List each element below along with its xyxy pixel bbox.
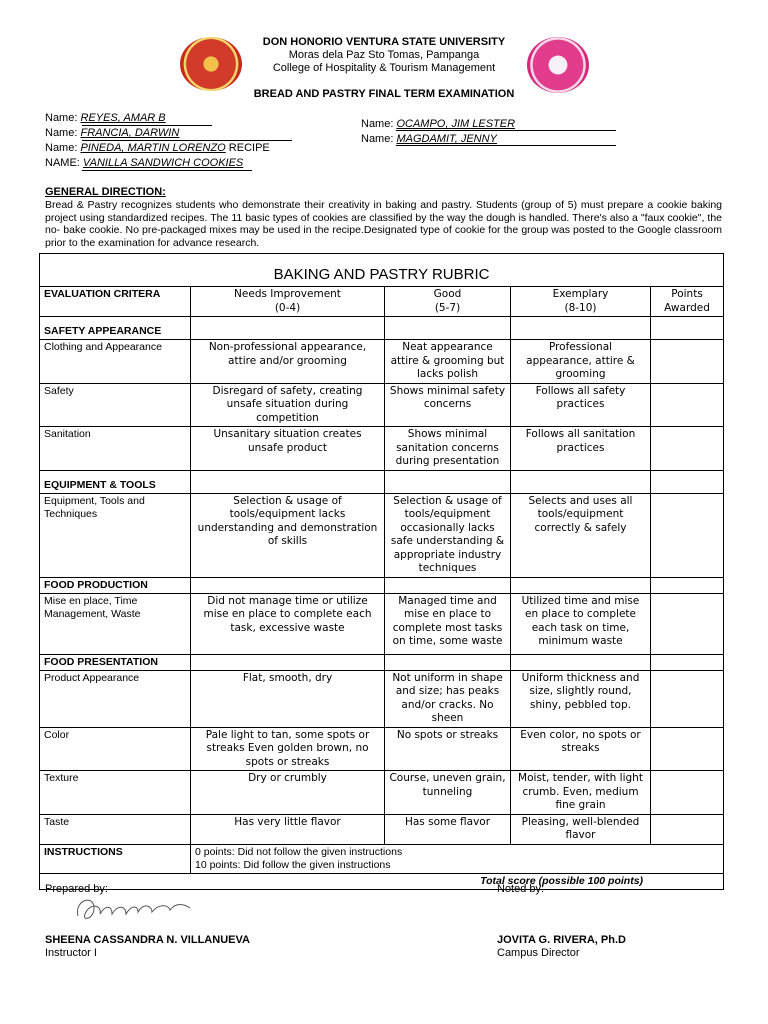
prepared-by-title: Instructor I (45, 947, 97, 959)
needs-header: Needs Improvement (0-4) (191, 287, 385, 317)
exemplary-cell: Utilized time and mise en place to complete each task on time, minimum waste (511, 593, 651, 654)
exemplary-cell: Even color, no spots or streaks (511, 727, 651, 771)
table-row (40, 771, 724, 815)
university-address: Moras dela Paz Sto Tomas, Pampanga (288, 49, 480, 61)
rubric-title: BAKING AND PASTRY RUBRIC (40, 254, 724, 287)
name-label: Name: (45, 127, 78, 139)
needs-cell: Has very little flavor (191, 814, 385, 844)
good-cell: Course, uneven grain, tunneling (385, 771, 511, 815)
points-cell (651, 814, 724, 844)
row-label: Product Appearance (40, 670, 191, 727)
rubric-header-row (40, 287, 724, 317)
name-label: Name: (45, 112, 78, 124)
table-row (40, 593, 724, 654)
direction-text: Bread & Pastry recognizes students who demonstrate their creativity in baking and pastry. Students (group of 5) must prepare a cookie baking project using standardized recipes. The 11 basic types of cookies are classified by the way the dough is handled. There's also a "faux cookie", the no- bake cookie. No pre-packaged mixes may be used in the recipe.Designated type of cookie for the group was posted to the Google classroom prior to the examination for advance research. (45, 199, 722, 249)
handwritten-signature (72, 890, 194, 926)
section-production: FOOD PRODUCTION (40, 577, 191, 593)
points-cell (651, 670, 724, 727)
name-underline (396, 130, 616, 131)
instructions-label: INSTRUCTIONS (40, 844, 191, 873)
section-safety: SAFETY APPEARANCE (40, 317, 191, 340)
rubric-table (39, 253, 724, 890)
row-label: Equipment, Tools and Techniques (40, 493, 191, 577)
name-label: Name: (361, 133, 394, 145)
table-row (40, 493, 724, 577)
needs-cell: Selection & usage of tools/equipment lacks understanding and demonstration of skills (191, 493, 385, 577)
student-name-4: OCAMPO, JIM LESTER (396, 118, 516, 130)
exemplary-cell: Selects and uses all tools/equipment correctly & safely (511, 493, 651, 577)
row-label: Mise en place, Time Management, Waste (40, 593, 191, 654)
needs-cell: Unsanitary situation creates unsafe product (191, 427, 385, 471)
table-row (40, 814, 724, 844)
good-cell: Not uniform in shape and size; has peaks and/or cracks. No sheen (385, 670, 511, 727)
student-name-3: PINEDA, MARTIN LORENZO (80, 142, 226, 154)
points-cell (651, 771, 724, 815)
table-row (40, 427, 724, 471)
prepared-by-name: SHEENA CASSANDRA N. VILLANUEVA (45, 934, 250, 946)
needs-cell: Pale light to tan, some spots or streaks Even golden brown, no spots or streaks (191, 727, 385, 771)
points-cell (651, 383, 724, 427)
good-cell: Selection & usage of tools/equipment occasionally lacks safe understanding & appropriate industry techniques (385, 493, 511, 577)
exemplary-cell: Professional appearance, attire & grooming (511, 340, 651, 384)
exemplary-cell: Follows all sanitation practices (511, 427, 651, 471)
recipe-label: NAME: (45, 157, 80, 169)
good-cell: Managed time and mise en place to complete most tasks on time, some waste (385, 593, 511, 654)
table-row (40, 727, 724, 771)
points-cell (651, 593, 724, 654)
points-cell (651, 727, 724, 771)
student-name-1: REYES, AMAR B (80, 112, 166, 124)
exemplary-header: Exemplary (8-10) (511, 287, 651, 317)
exemplary-cell: Uniform thickness and size, slightly round, shiny, pebbled top. (511, 670, 651, 727)
name-line-2 (45, 127, 179, 140)
good-header: Good (5-7) (385, 287, 511, 317)
row-label: Color (40, 727, 191, 771)
name-line-3 (45, 142, 270, 155)
recipe-suffix: RECIPE (228, 142, 270, 154)
needs-cell: Non-professional appearance, attire and/or grooming (191, 340, 385, 384)
section-presentation: FOOD PRESENTATION (40, 654, 191, 670)
row-label: Taste (40, 814, 191, 844)
rubric-title-row (40, 254, 724, 287)
noted-by-title: Campus Director (497, 947, 580, 959)
points-cell (651, 427, 724, 471)
exemplary-cell: Moist, tender, with light crumb. Even, medium fine grain (511, 771, 651, 815)
points-header: Points Awarded (651, 287, 724, 317)
points-cell (651, 493, 724, 577)
name-underline (82, 140, 292, 141)
exemplary-cell: Pleasing, well-blended flavor (511, 814, 651, 844)
exemplary-cell: Follows all safety practices (511, 383, 651, 427)
university-name: DON HONORIO VENTURA STATE UNIVERSITY (262, 36, 506, 48)
row-label: Sanitation (40, 427, 191, 471)
recipe-name: VANILLA SANDWICH COOKIES (82, 157, 244, 169)
total-score: Total score (possible 100 points) (40, 873, 724, 889)
noted-by-label: Noted by: (497, 883, 545, 895)
section-equipment: EQUIPMENT & TOOLS (40, 470, 191, 493)
points-cell (651, 340, 724, 384)
noted-by-name: JOVITA G. RIVERA, Ph.D (497, 934, 626, 946)
good-cell: Shows minimal sanitation concerns during presentation (385, 427, 511, 471)
needs-cell: Did not manage time or utilize mise en place to complete each task, excessive waste (191, 593, 385, 654)
needs-cell: Dry or crumbly (191, 771, 385, 815)
needs-cell: Flat, smooth, dry (191, 670, 385, 727)
college-name: College of Hospitality & Tourism Management (272, 62, 496, 74)
name-label: Name: (45, 142, 78, 154)
recipe-line (45, 157, 243, 170)
total-row (40, 873, 724, 889)
name-underline (396, 145, 616, 146)
name-line-1 (45, 112, 166, 125)
direction-title: GENERAL DIRECTION: (45, 186, 166, 198)
student-name-5: MAGDAMIT, JENNY (396, 133, 497, 145)
student-name-2: FRANCIA, DARWIN (80, 127, 180, 139)
good-cell: Has some flavor (385, 814, 511, 844)
needs-cell: Disregard of safety, creating unsafe situation during competition (191, 383, 385, 427)
name-underline (82, 125, 212, 126)
good-cell: Neat appearance attire & grooming but lacks polish (385, 340, 511, 384)
row-label: Texture (40, 771, 191, 815)
good-cell: Shows minimal safety concerns (385, 383, 511, 427)
table-row (40, 340, 724, 384)
exam-title: BREAD AND PASTRY FINAL TERM EXAMINATION (253, 88, 515, 100)
table-row (40, 670, 724, 727)
table-row (40, 383, 724, 427)
instructions-text: 0 points: Did not follow the given instructions 10 points: Did follow the given instructions (191, 844, 724, 873)
instructions-row (40, 844, 724, 873)
good-cell: No spots or streaks (385, 727, 511, 771)
criteria-header: EVALUATION CRITERA (40, 287, 191, 317)
name-underline (82, 170, 252, 171)
row-label: Safety (40, 383, 191, 427)
name-label: Name: (361, 118, 394, 130)
row-label: Clothing and Appearance (40, 340, 191, 384)
prepared-by-label: Prepared by: (45, 883, 108, 895)
